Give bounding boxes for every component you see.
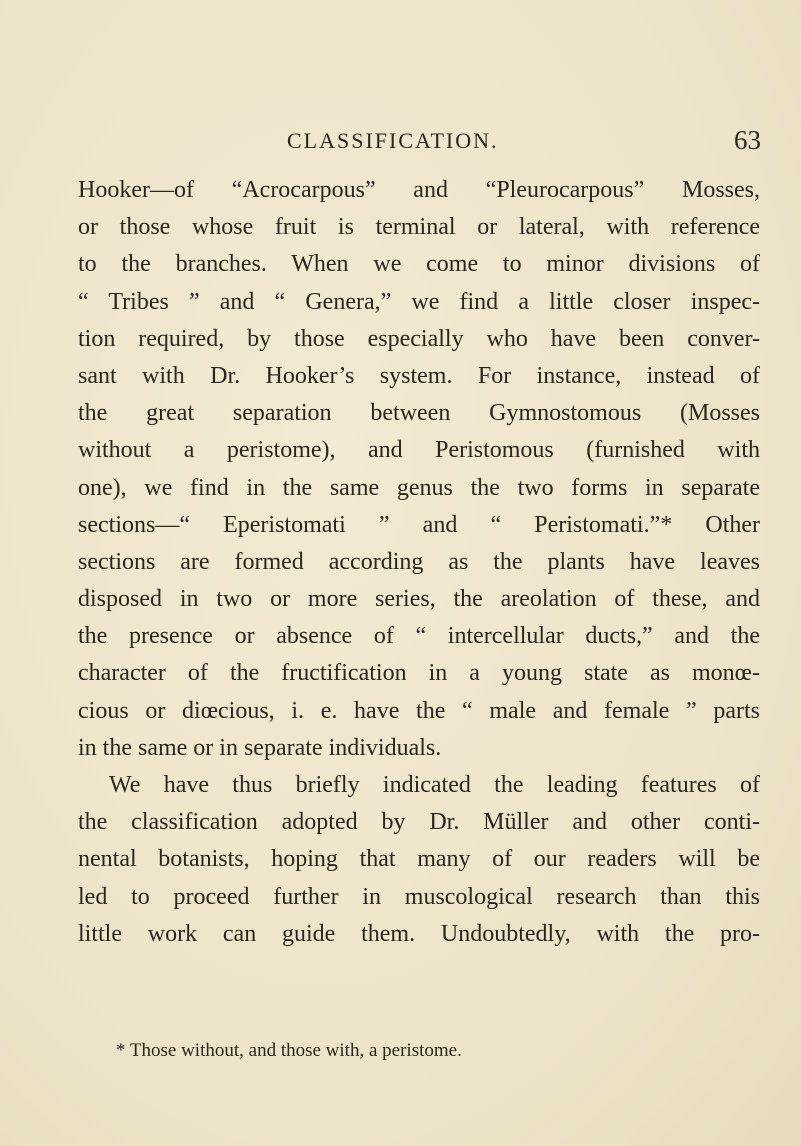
text-line: the presence or absence of “ intercellular ducts,” and the xyxy=(78,623,760,650)
text-line: disposed in two or more series, the areolation of these, and xyxy=(78,586,760,613)
body-text xyxy=(78,172,760,953)
footnote: * Those without, and those with, a peristome. xyxy=(116,1040,462,1061)
text-line: nental botanists, hoping that many of our readers will be xyxy=(78,846,760,873)
text-line: sections are formed according as the plants have leaves xyxy=(78,548,760,575)
page-number: 63 xyxy=(734,125,761,155)
text-line: cious or diœcious, i. e. have the “ male and female ” parts xyxy=(78,697,760,724)
text-line: “ Tribes ” and “ Genera,” we find a little closer inspec- xyxy=(78,288,760,315)
text-line: little work can guide them. Undoubtedly, with the pro- xyxy=(78,920,760,947)
running-head xyxy=(287,125,761,158)
running-title: CLASSIFICATION. xyxy=(287,128,499,153)
text-line: sant with Dr. Hooker’s system. For instance, instead of xyxy=(78,362,760,389)
text-line: tion required, by those especially who have been conver- xyxy=(78,325,760,352)
text-line: one), we find in the same genus the two forms in separate xyxy=(78,474,760,501)
text-line: sections—“ Eperistomati ” and “ Peristomati.”* Other xyxy=(78,511,760,538)
text-line: Hooker—of “Acrocarpous” and “Pleurocarpous” Mosses, xyxy=(78,177,760,203)
text-line: to the branches. When we come to minor divisions of xyxy=(78,251,760,278)
text-line: led to proceed further in muscological research than this xyxy=(78,883,760,910)
text-line: or those whose fruit is terminal or lateral, with reference xyxy=(78,214,760,241)
text-line: without a peristome), and Peristomous (furnished with xyxy=(78,437,760,464)
text-line: the great separation between Gymnostomous (Mosses xyxy=(78,400,760,427)
paragraph-end-line: in the same or in separate individuals. xyxy=(78,734,442,761)
text-line: the classification adopted by Dr. Müller and other conti- xyxy=(78,809,760,836)
text-line: character of the fructification in a young state as monœ- xyxy=(78,660,760,687)
paragraph-start-line: We have thus briefly indicated the leading features of xyxy=(109,772,760,798)
